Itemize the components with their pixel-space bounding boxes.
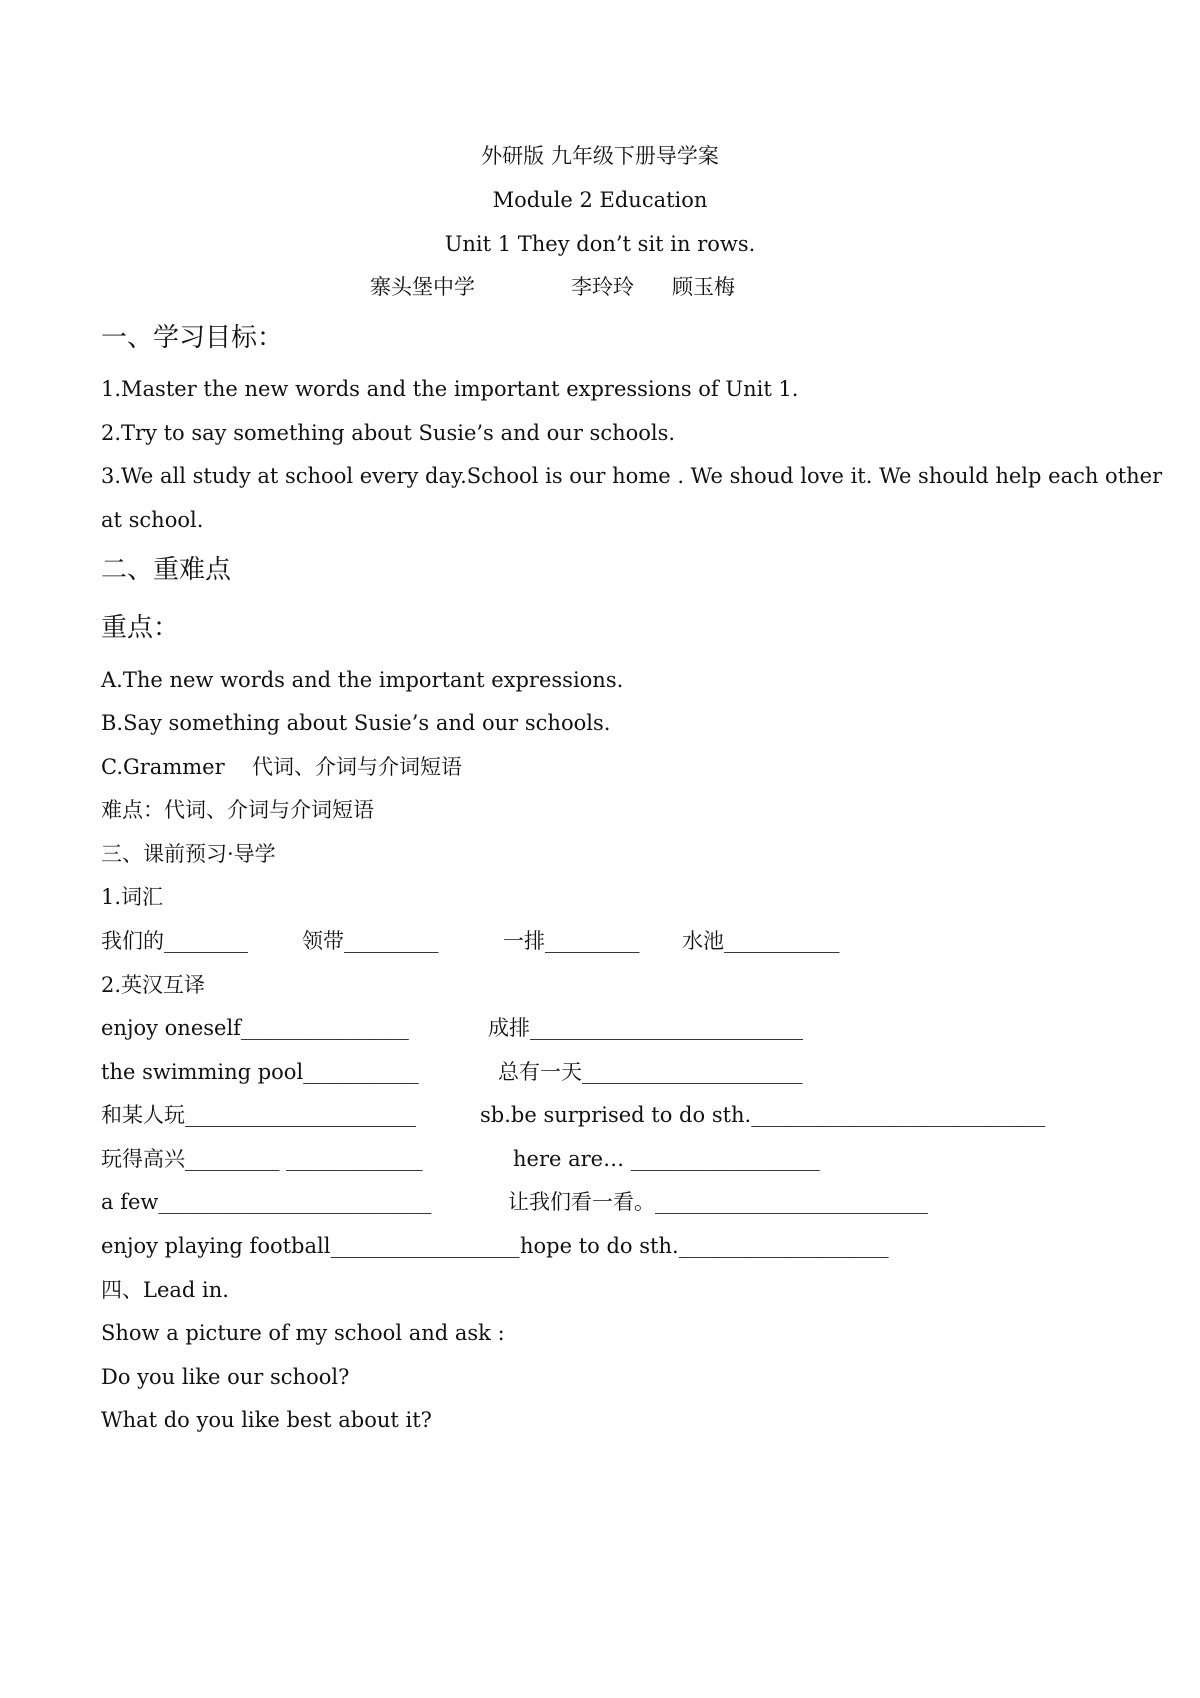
module-title: Module 2 Education [492,188,708,212]
author-name: 李玲玲 [571,275,634,299]
objective-item: 1.Master the new words and the important expressions of Unit 1. [101,377,799,401]
vocab-blank[interactable]: 一排_________ [503,929,640,953]
lead-in-line: Do you like our school? [101,1365,350,1389]
vocab-title: 1.词汇 [101,885,164,909]
difficulty-line: 难点：代词、介词与介词短语 [101,798,374,822]
key-point: A.The new words and the important expressions. [101,668,624,692]
translation-blank[interactable]: here are… __________________ [513,1147,820,1171]
translation-blank[interactable]: a few__________________________ [101,1190,432,1214]
objective-item: 2.Try to say something about Susie’s and our schools. [101,421,676,445]
translation-blank[interactable]: sb.be surprised to do sth.____________________________ [480,1103,1046,1127]
school-name: 寨头堡中学 [370,275,475,299]
subheading-key: 重点： [101,613,180,643]
vocab-blank[interactable]: 领带_________ [302,929,439,953]
translation-blank[interactable]: the swimming pool___________ [101,1060,419,1084]
lead-in-line: What do you like best about it? [101,1408,432,1432]
objective-item-cont: at school. [101,508,204,532]
section-heading-preview: 三、课前预习·导学 [101,842,276,866]
section-heading-lead-in: 四、Lead in. [101,1278,229,1302]
translation-blank[interactable]: 总有一天_____________________ [498,1060,803,1084]
key-point-text: 代词、介词与介词短语 [252,755,462,779]
doc-title: 外研版 九年级下册导学案 [481,144,719,168]
vocab-blank[interactable]: 水池___________ [682,929,840,953]
section-heading-objectives: 一、学习目标： [101,323,284,353]
lead-in-line: Show a picture of my school and ask : [101,1321,505,1345]
section-heading-key-points: 二、重难点 [101,555,232,585]
translation-blank[interactable]: 和某人玩______________________ [101,1103,416,1127]
translation-blank[interactable]: enjoy oneself________________ [101,1016,409,1040]
translation-blank[interactable]: 成排__________________________ [488,1016,803,1040]
objective-item: 3.We all study at school every day.School is our home . We shoud love it. We should help each other [101,464,1163,488]
key-point-label: C.Grammer [101,755,225,779]
author-name: 顾玉梅 [672,275,735,299]
unit-title: Unit 1 They don’t sit in rows. [444,232,756,256]
vocab-blank[interactable]: 我们的________ [101,929,248,953]
translation-blank[interactable]: enjoy playing football__________________ [101,1234,520,1258]
translation-blank[interactable]: 让我们看一看。__________________________ [508,1190,928,1214]
translation-title: 2.英汉互译 [101,973,206,997]
key-point: B.Say something about Susie’s and our schools. [101,711,611,735]
translation-blank[interactable]: 玩得高兴_________ _____________ [101,1147,423,1171]
translation-blank[interactable]: hope to do sth.____________________ [520,1234,889,1258]
